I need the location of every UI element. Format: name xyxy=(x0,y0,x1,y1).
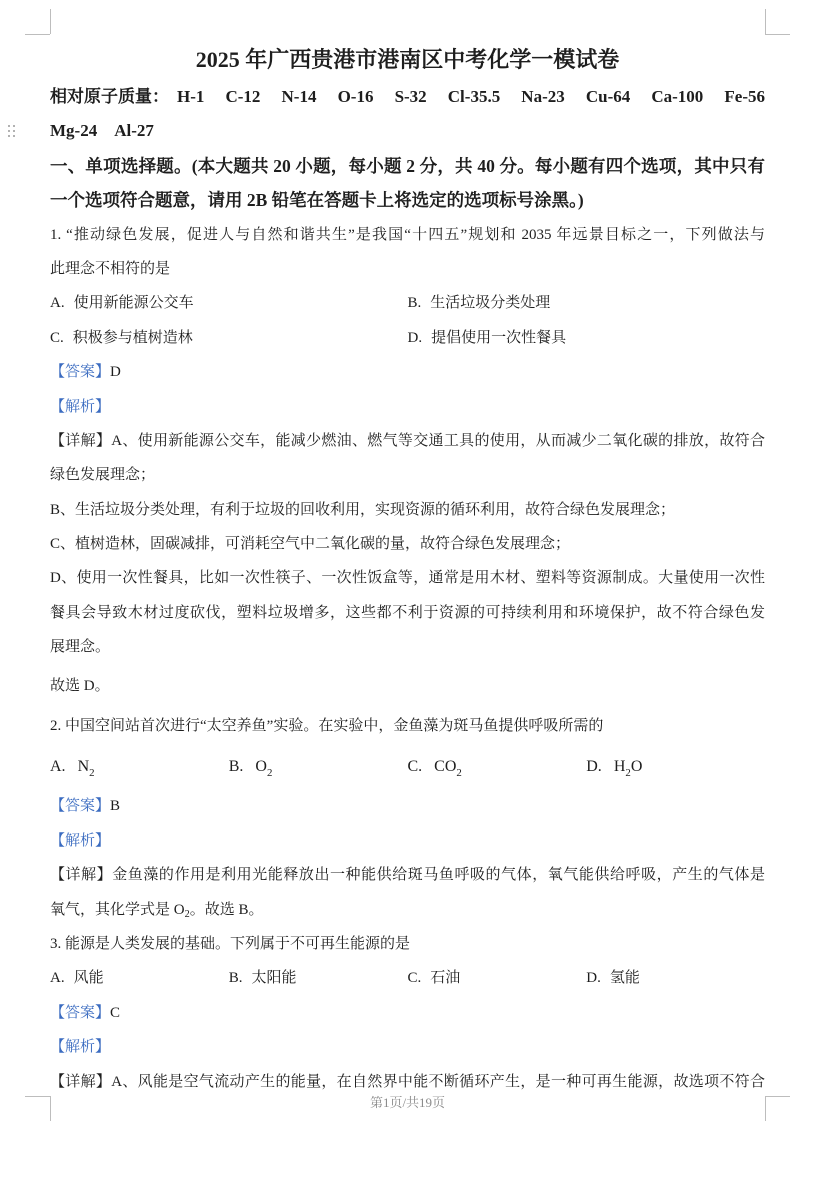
crop-mark-top-left-horizontal xyxy=(25,34,50,35)
formula-base: N xyxy=(77,758,90,776)
atomic-mass-item: Al-27 xyxy=(114,121,154,141)
option-b xyxy=(229,961,408,995)
question-2-answer xyxy=(50,789,765,823)
crop-mark-top-left-vertical xyxy=(50,9,51,34)
atomic-mass-item: Fe-56 xyxy=(724,87,765,106)
option-a xyxy=(50,286,408,320)
option-text: 氢能 xyxy=(609,970,640,987)
document-title: 2025 年广西贵港市港南区中考化学一模试卷 xyxy=(195,47,620,72)
crop-mark-top-right-horizontal xyxy=(765,34,790,35)
option-text: 积极参与植树造林 xyxy=(72,329,193,346)
option-d xyxy=(586,961,765,995)
atomic-mass-label: 相对原子质量： xyxy=(50,87,169,106)
atomic-mass-item: Cl-35.5 xyxy=(447,87,501,106)
chemical-formula xyxy=(255,758,273,779)
detail-line xyxy=(50,893,765,927)
answer-label: 【答案】 xyxy=(50,798,111,815)
detail-text: 氧气，其化学式是 O xyxy=(50,901,185,918)
section-header-line: 一个选项符合题意，请用 2B 铅笔在答题卡上将选定的选项标号涂黑。) xyxy=(50,190,584,211)
detail-line: D、使用一次性餐具，比如一次性筷子、一次性饭盒等，通常是用木材、塑料等资源制成。大量使用一次性 xyxy=(50,570,765,587)
option-label: D. xyxy=(586,970,601,987)
option-label: C. xyxy=(50,329,64,346)
atomic-mass-item: Na-23 xyxy=(521,87,565,106)
option-b xyxy=(408,286,766,320)
question-1-analysis xyxy=(50,390,765,424)
crop-mark-top-right-vertical xyxy=(765,9,766,34)
question-1-conclusion: 故选 D。 xyxy=(50,677,110,694)
option-text: 太阳能 xyxy=(251,970,297,987)
atomic-mass-item: O-16 xyxy=(337,87,374,106)
formula-subscript: 2 xyxy=(456,766,462,779)
option-d xyxy=(408,321,766,355)
detail-text: 。故选 B。 xyxy=(189,901,264,918)
atomic-mass-line-continued xyxy=(50,114,765,148)
atomic-mass-line xyxy=(50,80,765,114)
question-1-options xyxy=(50,286,765,355)
atomic-mass-item: S-32 xyxy=(394,87,427,106)
option-label: B. xyxy=(228,758,244,776)
crop-mark-bottom-right-horizontal xyxy=(765,1096,790,1097)
atomic-mass-item: Cu-64 xyxy=(585,87,631,106)
detail-line: C、植树造林，固碳减排，可消耗空气中二氧化碳的量，故符合绿色发展理念； xyxy=(50,536,571,553)
detail-line: 展理念。 xyxy=(50,639,111,656)
analysis-label: 【解析】 xyxy=(50,1039,111,1056)
section-header-line: 一、单项选择题。(本大题共 20 小题，每小题 2 分，共 40 分。每小题有四个选项，其中只有 xyxy=(50,155,765,176)
atomic-mass-items xyxy=(177,80,765,114)
atomic-mass-item: C-12 xyxy=(225,87,261,106)
formula-subscript: 2 xyxy=(89,766,95,779)
answer-label: 【答案】 xyxy=(50,1004,111,1021)
detail-line: 绿色发展理念； xyxy=(50,467,156,484)
chemical-formula xyxy=(77,758,95,779)
option-a xyxy=(50,747,229,787)
question-3-options xyxy=(50,961,765,995)
option-label: A. xyxy=(50,295,65,312)
option-label: B. xyxy=(228,970,243,987)
question-1-stem-line: 此理念不相符的是 xyxy=(50,260,171,277)
option-text: 使用新能源公交车 xyxy=(73,295,194,312)
atomic-mass-item: H-1 xyxy=(177,87,205,106)
chemical-formula xyxy=(613,758,643,779)
option-label: D. xyxy=(407,329,423,346)
page-number-footer: 第1页/共19页 xyxy=(369,1095,446,1110)
option-text: 提倡使用一次性餐具 xyxy=(431,329,567,346)
crop-mark-bottom-right-vertical xyxy=(765,1096,766,1121)
question-2-options xyxy=(50,747,765,787)
formula-base: O xyxy=(255,758,267,776)
option-b xyxy=(229,747,408,787)
formula-base: H xyxy=(613,758,626,776)
question-2-analysis xyxy=(50,824,765,858)
drag-handle-icon[interactable] xyxy=(8,125,10,127)
formula-subscript: 2 xyxy=(625,766,631,779)
answer-label: 【答案】 xyxy=(50,364,111,381)
option-label: D. xyxy=(586,758,602,776)
answer-value: B xyxy=(110,798,121,815)
option-a xyxy=(50,961,229,995)
analysis-label: 【解析】 xyxy=(50,832,111,849)
formula-tail: O xyxy=(630,758,643,776)
detail-line: B、生活垃圾分类处理，有利于垃圾的回收利用，实现资源的循环利用，故符合绿色发展理念； xyxy=(50,501,676,518)
detail-line: 【详解】A、风能是空气流动产生的能量，在自然界中能不断循环产生，是一种可再生能源，故选项不符合 xyxy=(50,1073,765,1090)
question-3-answer xyxy=(50,996,765,1030)
option-label: B. xyxy=(407,295,422,312)
question-1-stem-line: 1. “推动绿色发展，促进人与自然和谐共生”是我国“十四五”规划和 2035 年远景目标之一，下列做法与 xyxy=(50,226,765,243)
answer-value: D xyxy=(110,364,121,381)
option-label: C. xyxy=(407,970,422,987)
option-label: C. xyxy=(407,758,423,776)
option-text: 生活垃圾分类处理 xyxy=(430,295,551,312)
detail-line: 【详解】A、使用新能源公交车，能减少燃油、燃气等交通工具的使用，从而减少二氧化碳的排放，故符合 xyxy=(50,432,765,449)
atomic-mass-item: Ca-100 xyxy=(651,87,704,106)
formula-subscript: 2 xyxy=(266,766,273,779)
formula-base: CO xyxy=(434,758,457,776)
option-text: 石油 xyxy=(430,970,461,987)
question-3-stem-line: 3. 能源是人类发展的基础。下列属于不可再生能源的是 xyxy=(50,935,411,952)
answer-value: C xyxy=(110,1004,121,1021)
atomic-mass-item: Mg-24 xyxy=(50,121,98,141)
detail-line: 【详解】金鱼藻的作用是利用光能释放出一种能供给斑马鱼呼吸的气体，氧气能供给呼吸，产生的气体是 xyxy=(50,867,765,884)
option-label: A. xyxy=(50,970,65,987)
crop-mark-bottom-left-horizontal xyxy=(25,1096,50,1097)
formula-subscript: 2 xyxy=(184,909,190,921)
option-c xyxy=(50,321,408,355)
atomic-mass-item: N-14 xyxy=(281,87,317,106)
detail-line: 餐具会导致木材过度砍伐，塑料垃圾增多，这些都不利于资源的可持续利用和环境保护，故不符合绿色发 xyxy=(50,604,765,621)
option-c xyxy=(408,961,587,995)
option-c xyxy=(408,747,587,787)
question-3-analysis xyxy=(50,1030,765,1064)
option-label: A. xyxy=(50,758,66,776)
analysis-label: 【解析】 xyxy=(50,398,111,415)
page-content xyxy=(50,40,765,1099)
option-text: 风能 xyxy=(73,970,104,987)
question-1-answer xyxy=(50,355,765,389)
option-d xyxy=(586,747,765,787)
question-2-stem-line: 2. 中国空间站首次进行“太空养鱼”实验。在实验中，金鱼藻为斑马鱼提供呼吸所需的 xyxy=(50,718,604,735)
chemical-formula xyxy=(434,758,462,779)
